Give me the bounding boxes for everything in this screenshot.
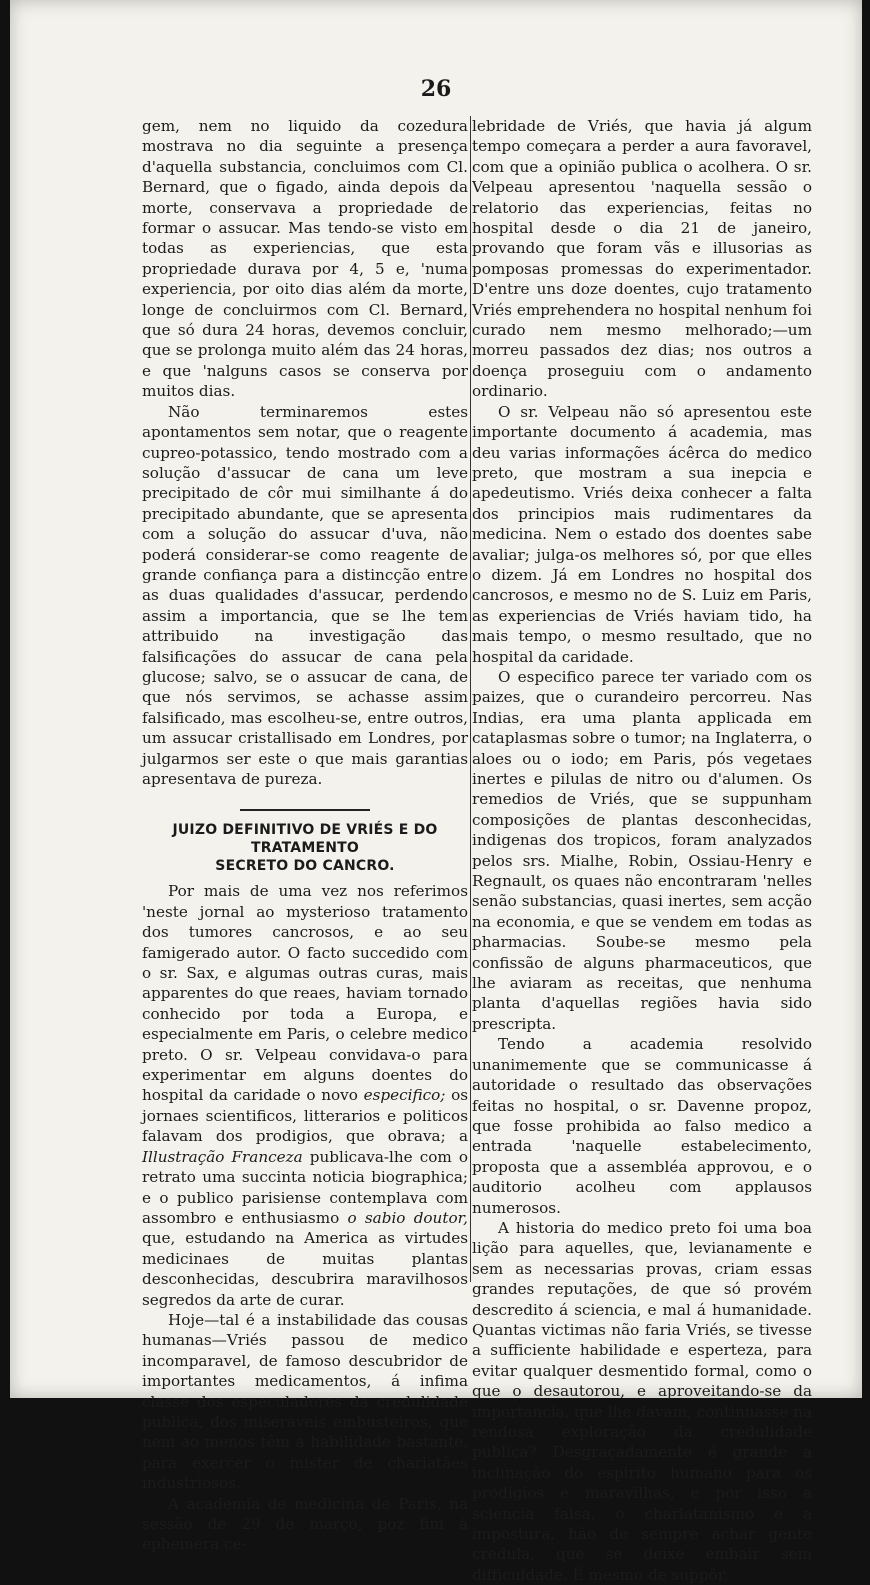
paragraph: A academia de medicina de Paris, na sessão de 29 de março, poz fim á ephemera ce- xyxy=(142,1494,468,1554)
paragraph xyxy=(142,881,468,1310)
newspaper-page xyxy=(10,0,862,1584)
paragraph: lebridade de Vriés, que havia já algum tempo começara a perder a aura favoravel, com que a opinião publica o acolhera. O sr. Velpeau apresentou 'naquella sessão o relatorio das experiencias, feitas no hospital desde o dia 21 de janeiro, provando que foram vãs e illusorias as pomposas promessas do experimentador. D'entre uns doze doentes, cujo tratamento Vriés emprehendera no hospital nenhum foi curado nem mesmo melhorado;—um morreu passados dez dias; nos outros a doença proseguiu com o andamento ordinario. xyxy=(472,117,812,401)
paragraph: O especifico parece ter variado com os paizes, que o curandeiro percorreu. Nas Indias, era uma planta applicada em cataplasmas sobre o tumor; na Inglaterra, o aloes ou o iodo; em Paris, pós vegetaes inertes e pilulas de nitro ou d'alumen. Os remedios de Vriés, que se suppunham composições de plantas desconhecidas, indigenas dos tropicos, foram analyzados pelos srs. Mialhe, Robin, Ossiau-Henry e Regnault, os quaes não encontraram 'nelles senão substancias, quasi inertes, sem acção na economia, e que se vendem em todas as pharmacias. Soube-se mesmo pela confissão de alguns pharmaceuticos, que lhe aviaram as receitas, que nenhuma planta d'aquellas regiões havia sido prescripta. xyxy=(472,667,812,1033)
italic-text: Illustração Franceza xyxy=(142,1147,303,1166)
page-number: 26 xyxy=(420,76,452,102)
paragraph: Não terminaremos estes apontamentos sem notar, que o reagente cupreo-potassico, tendo mostrado com a solução d'assucar de cana um leve precipitado de côr mui similhante á do precipitado abundante, que se apresenta com a solução do assucar d'uva, não poderá considerar-se como reagente de grande confiança para a distincção entre as duas qualidades d'assucar, perdendo assim a importancia, que se lhe tem attribuido na investigação das falsificações do assucar de cana pela glucose; salvo, se o assucar de cana, de que nós servimos, se achasse assim falsificado, mas escolheu-se, entre outros, um assucar cristallisado em Londres, por julgarmos ser este o que mais garantias apresentava de pureza. xyxy=(142,402,468,788)
italic-text: o sabio doutor, xyxy=(347,1208,469,1227)
italic-text: especifico; xyxy=(363,1086,446,1105)
text-run: Por mais de uma vez nos referimos 'neste jornal ao mysterioso tratamento dos tumores cancrosos, e ao seu famigerado autor. O facto succedido com o sr. Sax, e algumas outras curas, mais apparentes do que reaes, haviam tornado conhecido por toda a Europa, e especialmente em Paris, o celebre medico preto. O sr. Velpeau convidava-o para experimentar em alguns doentes do hospital da caridade o novo xyxy=(142,882,468,1105)
left-column xyxy=(142,116,468,1555)
paragraph: Tendo a academia resolvido unanimemente que se communicasse á autoridade o resultado das observações feitas no hospital, o sr. Davenne propoz, que fosse prohibida ao falso medico a entrada 'naquelle estabelecimento, proposta que a assembléa approvou, e o auditorio acolheu com applausos numerosos. xyxy=(472,1035,812,1217)
text-run: que, estudando na America as virtudes medicinaes de muitas plantas desconhecidas, descubrira maravilhosos segredos da arte de curar. xyxy=(142,1229,468,1309)
paragraph: A historia do medico preto foi uma boa lição para aquelles, que, levianamente e sem as necessarias provas, criam essas grandes reputações, de que só provém descredito á sciencia, e mal á humanidade. Quantas victimas não faria Vriés, se tivesse a sufficiente habilidade e esperteza, para evitar qualquer desmentido formal, como o que o desautorou, e aproveitando-se da importancia, que lhe davam, continuasse na rendosa exploração da credulidade publica? Desgraçadamente é grande a inclinação do espirito humano para os prodigios e maravilhas, e por isso a sciencia falsa, o charlatanismo e a impostura, hão de sempre achar gente credula, que se deixe embair sem difficuldade. É mesmo de suppôr, xyxy=(472,1218,812,1584)
paragraph: Hoje—tal é a instabilidade das cousas humanas—Vriés passou de medico incomparavel, de famoso descubridor de importantes medicamentos, á infima classe dos especuladores da credulidade publica, dos miseraveis embusteiros, que nem ao menos têm a habilidade bastante, para exercer o mister de charlatães industriosos. xyxy=(142,1310,468,1493)
section-title-line: SECRETO DO CANCRO. xyxy=(215,858,395,875)
section-title xyxy=(142,821,468,875)
section-divider xyxy=(240,809,370,811)
text-run: publicava-lhe com o retrato uma succinta noticia biographica; e o publico parisiense contemplava com assombro e enthusiasmo xyxy=(142,1147,468,1227)
text-run: os jornaes scientificos, litterarios e politicos falavam dos prodigios, que obrava; a xyxy=(142,1086,469,1146)
column-rule xyxy=(470,116,471,1282)
paragraph: O sr. Velpeau não só apresentou este importante documento á academia, mas deu varias informações ácêrca do medico preto, que mostram a sua inepcia e apedeutismo. Vriés deixa conhecer a falta dos principios mais rudimentares da medicina. Nem o estado dos doentes sabe avaliar; julga-os melhores só, por que elles o dizem. Já em Londres no hospital dos cancrosos, e mesmo no de S. Luiz em Paris, as experiencias de Vriés haviam tido, ha mais tempo, o mesmo resultado, que no hospital da caridade. xyxy=(472,402,812,666)
paragraph: gem, nem no liquido da cozedura mostrava no dia seguinte a presença d'aquella substancia, concluimos com Cl. Bernard, que o figado, ainda depois da morte, conservava a propriedade de formar o assucar. Mas tendo-se visto em todas as experiencias, que esta propriedade durava por 4, 5 e, 'numa experiencia, por oito dias além da morte, longe de concluirmos com Cl. Bernard, que só dura 24 horas, devemos concluir, que se prolonga muito além das 24 horas, e que 'nalguns casos se conserva por muitos dias. xyxy=(142,117,468,401)
section-title-line: JUIZO DEFINITIVO DE VRIÉS E DO TRATAMENTO xyxy=(172,822,438,857)
right-column xyxy=(472,116,812,1585)
